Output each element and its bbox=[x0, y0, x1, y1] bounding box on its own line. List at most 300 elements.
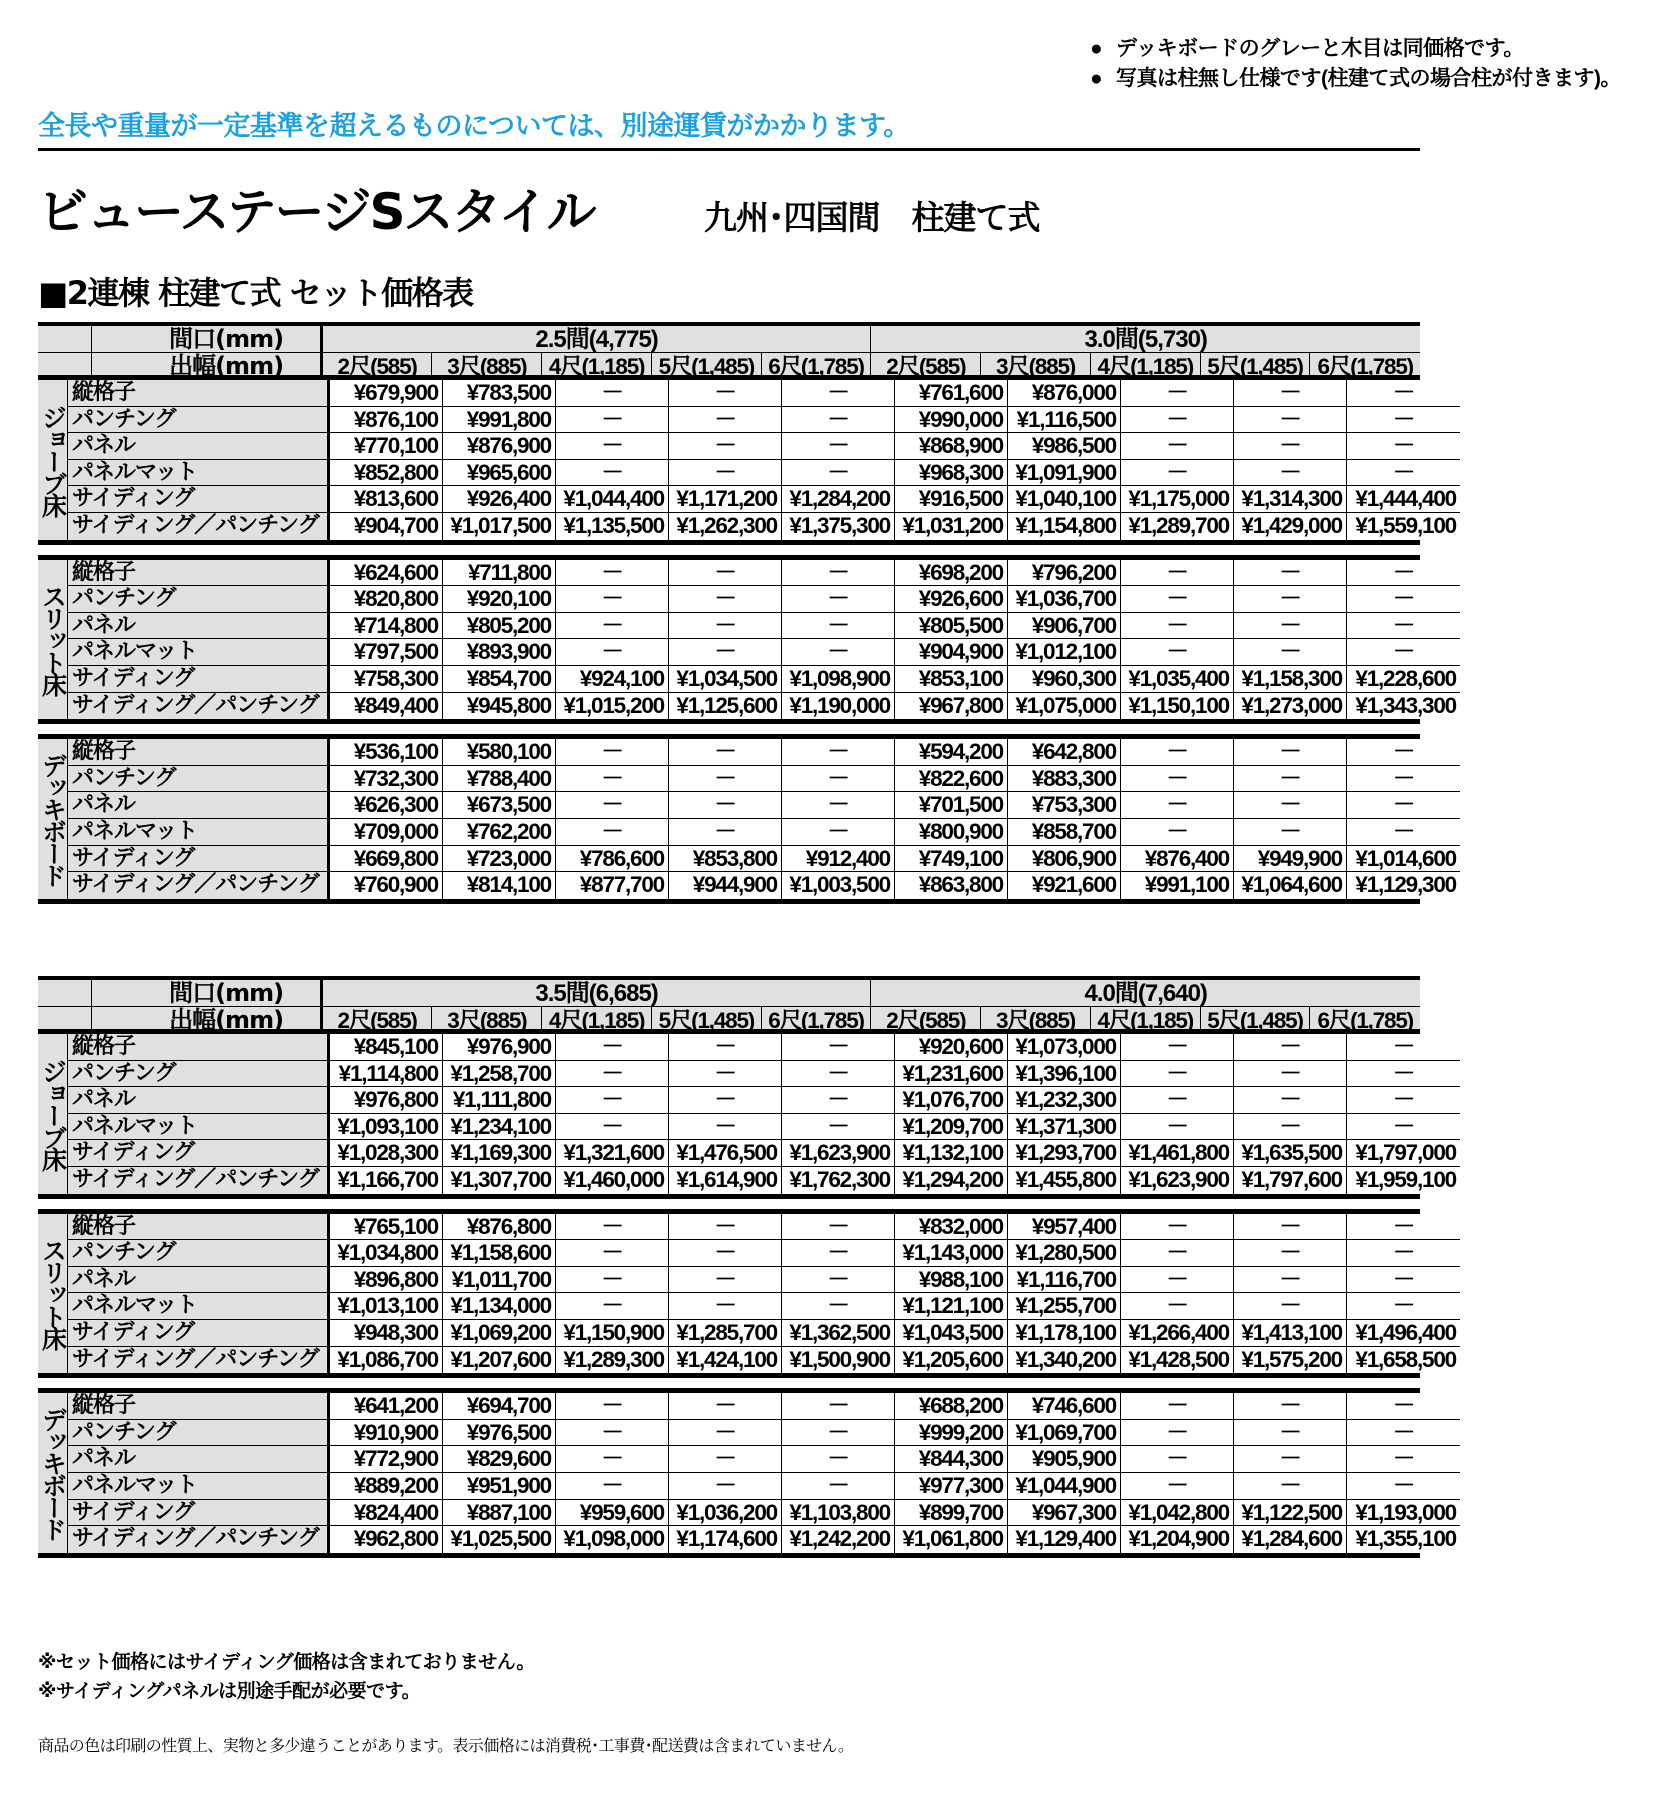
price-cell: ¥1,125,600 bbox=[669, 693, 782, 720]
table-row bbox=[68, 460, 1460, 487]
price-cell: ¥883,300 bbox=[1008, 766, 1121, 792]
price-cell: ¥889,200 bbox=[330, 1473, 443, 1499]
price-cell: ¥1,284,600 bbox=[1234, 1526, 1347, 1553]
table-row bbox=[68, 1034, 1460, 1061]
price-cell: － bbox=[1121, 560, 1234, 586]
price-cell: ¥641,200 bbox=[330, 1393, 443, 1419]
row-label: サイディング／パンチング bbox=[68, 693, 330, 720]
price-cell: ¥1,371,300 bbox=[1008, 1114, 1121, 1140]
price-cell: － bbox=[782, 1473, 895, 1499]
price-cell: － bbox=[556, 613, 669, 639]
price-cell: ¥788,400 bbox=[443, 766, 556, 792]
price-cell: － bbox=[669, 433, 782, 459]
price-cell: ¥822,600 bbox=[895, 766, 1008, 792]
price-cell: － bbox=[669, 766, 782, 792]
price-cell: － bbox=[1121, 380, 1234, 406]
price-cell: ¥1,232,300 bbox=[1008, 1087, 1121, 1113]
section-title: ■2連棟 柱建て式 セット価格表 bbox=[38, 274, 473, 312]
price-cell: － bbox=[782, 460, 895, 486]
price-cell: ¥669,800 bbox=[330, 846, 443, 872]
price-cell: ¥988,100 bbox=[895, 1267, 1008, 1293]
price-cell: ¥1,073,000 bbox=[1008, 1034, 1121, 1060]
price-cell: ¥797,500 bbox=[330, 639, 443, 665]
price-cell: ¥853,800 bbox=[669, 846, 782, 872]
row-label: パネル bbox=[68, 613, 330, 639]
price-cell: ¥986,500 bbox=[1008, 433, 1121, 459]
price-cell: － bbox=[782, 1240, 895, 1266]
row-label: パンチング bbox=[68, 407, 330, 433]
price-cell: ¥1,098,900 bbox=[782, 666, 895, 692]
price-cell: － bbox=[1234, 1267, 1347, 1293]
price-cell: － bbox=[669, 1214, 782, 1240]
price-cell: － bbox=[556, 792, 669, 818]
price-cell: － bbox=[556, 460, 669, 486]
price-cell: － bbox=[1234, 380, 1347, 406]
price-cell: － bbox=[1234, 1420, 1347, 1446]
price-cell: ¥536,100 bbox=[330, 739, 443, 765]
price-cell: ¥1,025,500 bbox=[443, 1526, 556, 1553]
price-cell: ¥1,129,300 bbox=[1355, 872, 1456, 898]
header-corner bbox=[38, 353, 92, 380]
price-cell: － bbox=[782, 739, 895, 765]
price-cell: ¥1,166,700 bbox=[330, 1167, 443, 1194]
price-cell: ¥976,500 bbox=[443, 1420, 556, 1446]
price-cell: ¥991,100 bbox=[1121, 872, 1234, 899]
price-cell: ¥959,600 bbox=[556, 1500, 669, 1526]
price-cell: ¥904,900 bbox=[895, 639, 1008, 665]
price-cell: － bbox=[1234, 460, 1347, 486]
header-row-depth bbox=[38, 1007, 1420, 1034]
price-cell: － bbox=[782, 1114, 895, 1140]
floor-rows bbox=[68, 1034, 1460, 1194]
price-cell: ¥1,204,900 bbox=[1121, 1526, 1234, 1553]
price-cell: ¥829,600 bbox=[443, 1446, 556, 1472]
price-cell: ¥1,034,800 bbox=[330, 1240, 443, 1266]
price-cell: ¥1,289,300 bbox=[556, 1347, 669, 1374]
row-label: パネルマット bbox=[68, 819, 330, 845]
price-cell: ¥845,100 bbox=[330, 1034, 443, 1060]
price-cell: ¥786,600 bbox=[556, 846, 669, 872]
price-cell: ¥1,035,400 bbox=[1121, 666, 1234, 692]
price-cell: ¥1,158,600 bbox=[443, 1240, 556, 1266]
price-cell: ¥1,242,200 bbox=[782, 1526, 895, 1553]
price-cell: ¥1,015,200 bbox=[556, 693, 669, 720]
price-cell: ¥1,289,700 bbox=[1121, 513, 1234, 540]
price-cell: ¥1,134,000 bbox=[443, 1293, 556, 1319]
price-cell: － bbox=[669, 739, 782, 765]
price-cell: ¥1,121,100 bbox=[895, 1293, 1008, 1319]
header-size: 3尺(885) bbox=[981, 1007, 1091, 1034]
price-cell: － bbox=[669, 407, 782, 433]
price-cell: ¥1,150,900 bbox=[556, 1320, 669, 1346]
price-cell: － bbox=[1121, 433, 1234, 459]
price-cell: － bbox=[782, 560, 895, 586]
price-cell: ¥723,000 bbox=[443, 846, 556, 872]
price-cell: － bbox=[669, 1420, 782, 1446]
price-cell: ¥1,614,900 bbox=[669, 1167, 782, 1194]
header-row-frontage bbox=[38, 980, 1420, 1007]
price-cell: ¥1,175,000 bbox=[1121, 486, 1234, 512]
price-cell: － bbox=[556, 1473, 669, 1499]
price-cell: － bbox=[556, 1446, 669, 1472]
price-cell: ¥899,700 bbox=[895, 1500, 1008, 1526]
table-header bbox=[38, 322, 1420, 380]
price-cell: ¥824,400 bbox=[330, 1500, 443, 1526]
header-size: 6尺(1,785) bbox=[1317, 1008, 1413, 1033]
floor-type bbox=[38, 560, 68, 720]
table-row bbox=[68, 846, 1460, 873]
price-cell: － bbox=[1234, 1034, 1347, 1060]
price-cell: － bbox=[1121, 766, 1234, 792]
price-cell: ¥806,900 bbox=[1008, 846, 1121, 872]
price-cell: － bbox=[782, 766, 895, 792]
price-cell: － bbox=[669, 1446, 782, 1472]
price-cell: ¥967,300 bbox=[1008, 1500, 1121, 1526]
row-label: パネル bbox=[68, 1267, 330, 1293]
price-cell: ¥1,343,300 bbox=[1355, 692, 1456, 718]
price-cell: ¥1,093,100 bbox=[330, 1114, 443, 1140]
price-cell: － bbox=[1234, 766, 1347, 792]
price-cell: － bbox=[782, 433, 895, 459]
price-cell: － bbox=[669, 792, 782, 818]
price-cell: ¥1,169,300 bbox=[443, 1140, 556, 1166]
row-label: パンチング bbox=[68, 1420, 330, 1446]
price-cell: ¥673,500 bbox=[443, 792, 556, 818]
price-cell: － bbox=[1392, 1213, 1415, 1239]
header-size: 3尺(885) bbox=[432, 353, 542, 380]
price-cell: － bbox=[1121, 819, 1234, 845]
table-row bbox=[68, 872, 1460, 899]
price-cell: ¥594,200 bbox=[895, 739, 1008, 765]
price-cell: － bbox=[669, 586, 782, 612]
price-cell: ¥1,635,500 bbox=[1234, 1140, 1347, 1166]
price-cell: ¥753,300 bbox=[1008, 792, 1121, 818]
price-cell: ¥1,959,100 bbox=[1355, 1166, 1456, 1192]
table-row bbox=[68, 1320, 1460, 1347]
price-cell: － bbox=[1392, 1393, 1415, 1419]
floor-type bbox=[38, 1393, 68, 1553]
row-label: サイディング bbox=[68, 846, 330, 872]
price-cell: ¥1,762,300 bbox=[782, 1167, 895, 1194]
price-cell: ¥1,064,600 bbox=[1234, 872, 1347, 899]
price-cell: ¥1,193,000 bbox=[1355, 1499, 1456, 1525]
price-cell: ¥688,200 bbox=[895, 1393, 1008, 1419]
price-cell: － bbox=[669, 1473, 782, 1499]
price-cell: ¥1,171,200 bbox=[669, 486, 782, 512]
price-cell: ¥1,321,600 bbox=[556, 1140, 669, 1166]
price-cell: ¥1,190,000 bbox=[782, 693, 895, 720]
price-cell: － bbox=[1121, 613, 1234, 639]
price-cell: ¥1,036,200 bbox=[669, 1500, 782, 1526]
price-cell: ¥1,231,600 bbox=[895, 1061, 1008, 1087]
row-label: 縦格子 bbox=[68, 1393, 330, 1419]
price-cell: － bbox=[1121, 1240, 1234, 1266]
price-cell: ¥762,200 bbox=[443, 819, 556, 845]
header-row-depth bbox=[38, 353, 1420, 380]
price-cell: ¥1,444,400 bbox=[1355, 486, 1456, 512]
row-label: サイディング／パンチング bbox=[68, 1167, 330, 1194]
price-cell: ¥924,100 bbox=[556, 666, 669, 692]
price-cell: ¥1,293,700 bbox=[1008, 1140, 1121, 1166]
price-cell: ¥1,012,100 bbox=[1008, 639, 1121, 665]
floor-block bbox=[38, 734, 1456, 904]
header-size: 6尺(1,785) bbox=[1317, 354, 1413, 379]
price-cell: － bbox=[1234, 639, 1347, 665]
table-row bbox=[68, 586, 1460, 613]
price-cell: ¥770,100 bbox=[330, 433, 443, 459]
price-cell: ¥1,273,000 bbox=[1234, 693, 1347, 720]
row-label: パネル bbox=[68, 792, 330, 818]
bullet-icon: ● bbox=[1090, 37, 1103, 60]
price-cell: － bbox=[556, 380, 669, 406]
price-cell: ¥820,800 bbox=[330, 586, 443, 612]
floor-type-label: スリット床 bbox=[38, 584, 68, 695]
price-cell: － bbox=[1121, 1267, 1234, 1293]
table-row bbox=[68, 1473, 1460, 1500]
price-cell: ¥926,400 bbox=[443, 486, 556, 512]
header-size: 4尺(1,185) bbox=[542, 1007, 652, 1034]
price-cell: ¥746,600 bbox=[1008, 1393, 1121, 1419]
price-cell: － bbox=[1234, 1473, 1347, 1499]
price-cell: ¥758,300 bbox=[330, 666, 443, 692]
price-cell: ¥887,100 bbox=[443, 1500, 556, 1526]
price-cell: － bbox=[1121, 1446, 1234, 1472]
floor-block bbox=[38, 1388, 1456, 1558]
row-label: パネルマット bbox=[68, 1473, 330, 1499]
price-cell: ¥1,461,800 bbox=[1121, 1140, 1234, 1166]
price-cell: － bbox=[782, 1061, 895, 1087]
row-label: サイディング／パンチング bbox=[68, 513, 330, 540]
price-cell: － bbox=[669, 1087, 782, 1113]
price-cell: ¥968,300 bbox=[895, 460, 1008, 486]
price-cell: ¥990,000 bbox=[895, 407, 1008, 433]
price-cell: ¥896,800 bbox=[330, 1267, 443, 1293]
price-cell: － bbox=[556, 819, 669, 845]
table-row bbox=[68, 1293, 1460, 1320]
price-cell: － bbox=[556, 739, 669, 765]
price-cell: － bbox=[1392, 639, 1415, 665]
price-cell: ¥868,900 bbox=[895, 433, 1008, 459]
table-row bbox=[68, 792, 1460, 819]
table-row bbox=[68, 380, 1460, 407]
price-cell: ¥1,362,500 bbox=[782, 1320, 895, 1346]
price-cell: － bbox=[669, 1393, 782, 1419]
row-label: サイディング bbox=[68, 1140, 330, 1166]
price-cell: － bbox=[782, 792, 895, 818]
price-cell: － bbox=[1392, 1293, 1415, 1319]
price-cell: － bbox=[669, 380, 782, 406]
table-row bbox=[68, 1526, 1460, 1553]
table-row bbox=[68, 1240, 1460, 1267]
price-cell: － bbox=[1234, 1061, 1347, 1087]
floor-rows bbox=[68, 1393, 1460, 1553]
price-cell: ¥1,044,400 bbox=[556, 486, 669, 512]
row-label: サイディング bbox=[68, 486, 330, 512]
price-cell: ¥1,174,600 bbox=[669, 1526, 782, 1553]
price-cell: － bbox=[556, 1087, 669, 1113]
price-cell: ¥1,797,600 bbox=[1234, 1167, 1347, 1194]
page-title: ビューステージSスタイル bbox=[38, 183, 595, 241]
table-header bbox=[38, 976, 1420, 1034]
table-row bbox=[68, 739, 1460, 766]
price-cell: － bbox=[1234, 1293, 1347, 1319]
price-cell: ¥1,143,000 bbox=[895, 1240, 1008, 1266]
price-cell: ¥805,200 bbox=[443, 613, 556, 639]
price-cell: ¥813,600 bbox=[330, 486, 443, 512]
price-cell: ¥796,200 bbox=[1008, 560, 1121, 586]
price-cell: ¥1,013,100 bbox=[330, 1293, 443, 1319]
bullet-icon: ● bbox=[1090, 67, 1103, 90]
price-cell: ¥1,040,100 bbox=[1008, 486, 1121, 512]
price-cell: ¥1,075,000 bbox=[1008, 693, 1121, 720]
price-cell: ¥916,500 bbox=[895, 486, 1008, 512]
price-cell: ¥698,200 bbox=[895, 560, 1008, 586]
price-cell: － bbox=[782, 1267, 895, 1293]
price-cell: － bbox=[556, 1293, 669, 1319]
row-label: パネルマット bbox=[68, 460, 330, 486]
price-cell: ¥1,043,500 bbox=[895, 1320, 1008, 1346]
price-cell: － bbox=[782, 1087, 895, 1113]
price-cell: ¥1,429,000 bbox=[1234, 513, 1347, 540]
price-cell: ¥1,132,100 bbox=[895, 1140, 1008, 1166]
floor-block bbox=[38, 380, 1456, 545]
price-cell: ¥876,100 bbox=[330, 407, 443, 433]
header-size: 4尺(1,185) bbox=[542, 353, 652, 380]
price-cell: － bbox=[782, 1293, 895, 1319]
price-cell: － bbox=[1392, 1472, 1415, 1498]
row-label: パネル bbox=[68, 1446, 330, 1472]
price-cell: － bbox=[1392, 559, 1415, 585]
price-cell: － bbox=[782, 613, 895, 639]
price-cell: ¥1,234,100 bbox=[443, 1114, 556, 1140]
price-cell: ¥945,800 bbox=[443, 693, 556, 720]
price-cell: － bbox=[556, 1061, 669, 1087]
price-cell: ¥976,900 bbox=[443, 1034, 556, 1060]
price-cell: ¥999,200 bbox=[895, 1420, 1008, 1446]
price-cell: － bbox=[1234, 586, 1347, 612]
table-row bbox=[68, 1114, 1460, 1141]
price-cell: － bbox=[1121, 407, 1234, 433]
price-cell: － bbox=[1121, 460, 1234, 486]
price-cell: － bbox=[1234, 819, 1347, 845]
price-cell: ¥642,800 bbox=[1008, 739, 1121, 765]
price-cell: － bbox=[556, 766, 669, 792]
floor-type bbox=[38, 1034, 68, 1194]
price-cell: ¥1,476,500 bbox=[669, 1140, 782, 1166]
price-cell: ¥1,280,500 bbox=[1008, 1240, 1121, 1266]
price-cell: ¥876,900 bbox=[443, 433, 556, 459]
header-size: 6尺(1,785) bbox=[762, 1007, 872, 1034]
price-cell: ¥906,700 bbox=[1008, 613, 1121, 639]
price-cell: ¥1,086,700 bbox=[330, 1347, 443, 1374]
row-label: パネル bbox=[68, 433, 330, 459]
price-cell: － bbox=[1392, 459, 1415, 485]
price-cell: － bbox=[1121, 1114, 1234, 1140]
price-cell: ¥805,500 bbox=[895, 613, 1008, 639]
price-cell: ¥1,428,500 bbox=[1121, 1347, 1234, 1374]
shipping-note: 全長や重量が一定基準を超えるものについては、別途運賃がかかります。 bbox=[38, 111, 910, 141]
header-group: 3.0間(5,730) bbox=[1084, 326, 1207, 353]
price-cell: ¥1,154,800 bbox=[1008, 513, 1121, 540]
price-cell: － bbox=[1234, 1114, 1347, 1140]
price-cell: ¥1,658,500 bbox=[1355, 1346, 1456, 1372]
header-row-frontage bbox=[38, 326, 1420, 353]
price-cell: － bbox=[556, 639, 669, 665]
header-group: 2.5間(4,775) bbox=[323, 326, 872, 352]
row-label: サイディング／パンチング bbox=[68, 872, 330, 899]
row-label: サイディング bbox=[68, 1320, 330, 1346]
price-cell: － bbox=[556, 433, 669, 459]
price-cell: － bbox=[1392, 1113, 1415, 1139]
price-cell: － bbox=[556, 1114, 669, 1140]
price-cell: ¥580,100 bbox=[443, 739, 556, 765]
header-size: 4尺(1,185) bbox=[1091, 353, 1201, 380]
price-cell: － bbox=[1121, 1034, 1234, 1060]
table-row bbox=[68, 1140, 1460, 1167]
price-cell: － bbox=[556, 1034, 669, 1060]
price-cell: ¥1,623,900 bbox=[782, 1140, 895, 1166]
price-cell: ¥1,284,200 bbox=[782, 486, 895, 512]
header-size: 5尺(1,485) bbox=[652, 1007, 762, 1034]
price-cell: － bbox=[1234, 613, 1347, 639]
header-label-depth: 出幅(mm) bbox=[92, 353, 322, 380]
price-cell: ¥1,424,100 bbox=[669, 1347, 782, 1374]
header-size: 2尺(585) bbox=[871, 353, 981, 380]
price-cell: － bbox=[556, 1267, 669, 1293]
price-cell: ¥957,400 bbox=[1008, 1214, 1121, 1240]
price-cell: ¥1,228,600 bbox=[1355, 665, 1456, 691]
table-row bbox=[68, 1087, 1460, 1114]
price-cell: ¥749,100 bbox=[895, 846, 1008, 872]
price-cell: ¥1,178,100 bbox=[1008, 1320, 1121, 1346]
price-cell: ¥976,800 bbox=[330, 1087, 443, 1113]
price-cell: ¥1,266,400 bbox=[1121, 1320, 1234, 1346]
price-cell: ¥849,400 bbox=[330, 693, 443, 720]
price-cell: － bbox=[782, 1034, 895, 1060]
price-cell: － bbox=[782, 380, 895, 406]
price-cell: ¥800,900 bbox=[895, 819, 1008, 845]
price-cell: ¥912,400 bbox=[782, 846, 895, 872]
price-cell: ¥1,069,200 bbox=[443, 1320, 556, 1346]
price-cell: ¥1,061,800 bbox=[895, 1526, 1008, 1553]
price-cell: － bbox=[1121, 792, 1234, 818]
price-cell: － bbox=[1392, 1060, 1415, 1086]
price-cell: ¥1,262,300 bbox=[669, 513, 782, 540]
price-cell: － bbox=[1234, 407, 1347, 433]
row-label: パネルマット bbox=[68, 639, 330, 665]
floor-type bbox=[38, 1214, 68, 1374]
row-label: 縦格子 bbox=[68, 380, 330, 406]
price-cell: ¥977,300 bbox=[895, 1473, 1008, 1499]
price-cell: ¥944,900 bbox=[669, 872, 782, 899]
price-cell: ¥1,091,900 bbox=[1008, 460, 1121, 486]
price-cell: － bbox=[669, 1034, 782, 1060]
price-cell: － bbox=[782, 407, 895, 433]
price-cell: ¥679,900 bbox=[330, 380, 443, 406]
header-label-depth: 出幅(mm) bbox=[92, 1007, 322, 1034]
price-cell: － bbox=[669, 613, 782, 639]
price-cell: ¥1,255,700 bbox=[1008, 1293, 1121, 1319]
page-subtitle: 九州･四国間 柱建て式 bbox=[704, 198, 1040, 237]
floor-type-label: ジョーブ床 bbox=[38, 404, 68, 515]
price-cell: ¥858,700 bbox=[1008, 819, 1121, 845]
price-cell: － bbox=[782, 1393, 895, 1419]
price-cell: － bbox=[669, 460, 782, 486]
table-row bbox=[68, 666, 1460, 693]
price-cell: － bbox=[1392, 1087, 1415, 1113]
header-size: 2尺(585) bbox=[323, 1007, 433, 1034]
price-cell: － bbox=[556, 1420, 669, 1446]
